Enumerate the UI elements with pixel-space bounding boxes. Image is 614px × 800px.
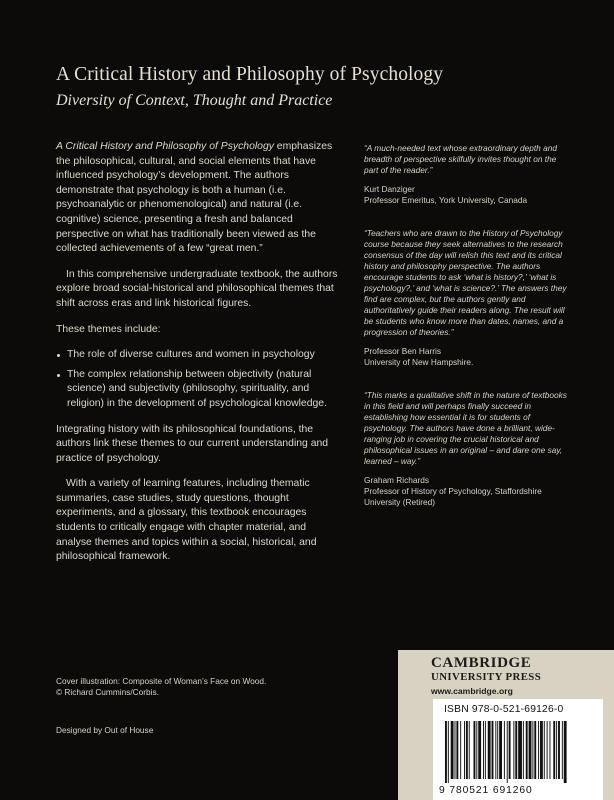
book-subtitle: Diversity of Context, Thought and Practice: [56, 92, 333, 109]
isbn-label: ISBN 978-0-521-69126-0: [444, 704, 564, 715]
endorser-affiliation: Professor of History of Psychology, Staffordshire University (Retired): [364, 486, 542, 507]
barcode-bar: [485, 721, 486, 779]
themes-list: [56, 348, 340, 411]
endorser-affiliation: Professor Emeritus, York University, Canada: [364, 195, 528, 205]
barcode-bar: [464, 721, 465, 779]
description-paragraph-4: With a variety of learning features, including thematic summaries, case studies, study questions, thought experiments, and a glossary, this textbook encourages students to critically engage with chapter material, and analyse themes and topics within a social, historical, and philosophical framework.: [56, 478, 317, 563]
barcode-bar: [509, 721, 511, 779]
description-paragraph-3: Integrating history with its philosophical foundations, the authors link these themes to our current understanding and practice of psychology.: [56, 423, 329, 464]
barcode-bar: [558, 721, 560, 779]
description-paragraph-1: [56, 140, 340, 257]
endorsements-column: [364, 143, 572, 530]
barcode-bar: [456, 721, 458, 779]
barcode-bar: [455, 721, 456, 779]
barcode-bar: [518, 721, 522, 779]
endorsement-quote: “Teachers who are drawn to the History of Psychology course because they seek alternatives to the research consensus of the day will relish this text and its critical history and philosophy perspective. The authors encourage students to ask ‘what is history?,’ ‘what is psychology?,’ and ‘what is science?.’ The answers they find are complex, but the authors gently and authoritatively guide their readers along. The result will be students who know more than dates, names, and a progression of theories.”: [364, 228, 567, 337]
copyright-credit: © Richard Cummins/Corbis.: [56, 687, 159, 697]
barcode-bar: [534, 721, 536, 779]
themes-intro: These themes include:: [56, 323, 161, 335]
inline-book-title: A Critical History and Philosophy of Psychology: [56, 141, 274, 152]
barcode-bar: [478, 721, 481, 779]
cover-illustration-credit: Cover illustration: Composite of Woman’s Face on Wood.: [56, 676, 267, 686]
barcode-bar: [492, 721, 494, 779]
barcode-bar: [553, 721, 555, 779]
publisher-panel: [398, 650, 614, 800]
barcode-bar: [532, 721, 533, 779]
barcode-bar: [483, 721, 484, 779]
endorsement: [364, 228, 572, 368]
endorsement-quote: “This marks a qualitative shift in the nature of textbooks in this field and will perhaps finally succeed in establishing how essential it is for students of psychology. The authors have done a brilliant, wide-ranging job in covering the crucial historical and philosophical issues in an original – and dare one say, learned – way.”: [364, 390, 567, 466]
barcode-bar: [504, 721, 505, 779]
barcode-digits: 9 780521 691260: [439, 785, 533, 796]
barcode-bar: [513, 721, 514, 779]
endorsement: [364, 390, 572, 508]
barcode-bar: [460, 721, 461, 779]
barcode-bar: [507, 721, 508, 783]
barcode-bar: [451, 721, 454, 779]
theme-item: The complex relationship between objectivity (natural science) and subjectivity (philosophy, spirituality, and religion) in the development of psychological knowledge.: [56, 368, 340, 412]
endorsement-quote: “A much-needed text whose extraordinary depth and breadth of perspective skilfully invites thought on the part of the reader.”: [364, 143, 557, 175]
cover-credits: [56, 676, 266, 698]
barcode-bar: [550, 721, 551, 779]
barcode-bar: [474, 721, 476, 779]
publisher-name: CAMBRIDGE: [431, 655, 532, 671]
endorser-affiliation: University of New Hampshire.: [364, 357, 474, 367]
barcode-bar: [497, 721, 498, 779]
barcode-bar: [547, 721, 548, 779]
barcode-bar: [556, 721, 557, 779]
barcode-bar: [523, 721, 524, 779]
barcode-bar: [515, 721, 517, 779]
barcode-bar: [526, 721, 528, 779]
endorser-name: Kurt Danziger: [364, 184, 415, 194]
theme-item: The role of diverse cultures and women in psychology: [56, 348, 340, 363]
description-paragraph-2: In this comprehensive undergraduate textbook, the authors explore broad social-historical and philosophical themes that shift across eras and link historical figures.: [56, 268, 338, 309]
barcode-panel: [433, 699, 603, 800]
description-column: [56, 140, 340, 576]
barcode-bar: [495, 721, 496, 779]
endorser-name: Graham Richards: [364, 475, 430, 485]
barcode-bar: [469, 721, 470, 779]
book-title: A Critical History and Philosophy of Psychology: [56, 64, 444, 85]
endorsement: [364, 143, 572, 206]
description-paragraph-1-text: emphasizes the philosophical, cultural, and social elements that have influenced psychology’s development. The authors demonstrate that psychology is both a human (i.e. psychoanalytic or phenomenological) and natural (i.e. cognitive) science, presenting a fresh and balanced perspective on what has traditionally been viewed as the collected achievements of a few “great men.”: [56, 141, 333, 255]
barcode-bar: [562, 721, 563, 779]
barcode-bar: [538, 721, 539, 779]
barcode-bar: [476, 721, 477, 779]
barcode-bar: [529, 721, 532, 779]
barcode-bar: [540, 721, 543, 779]
barcode-bar: [499, 721, 502, 779]
publisher-url: www.cambridge.org: [431, 686, 513, 696]
barcode-bar: [488, 721, 491, 779]
designer-credit: Designed by Out of House: [56, 725, 154, 735]
endorser-name: Professor Ben Harris: [364, 346, 442, 356]
barcode-image: [441, 721, 595, 783]
publisher-press: UNIVERSITY PRESS: [431, 671, 542, 683]
barcode-bar: [544, 721, 545, 779]
barcode-bar: [466, 721, 468, 779]
barcode-bar: [564, 721, 567, 783]
barcode-bar: [448, 721, 449, 783]
barcode-bar: [445, 721, 447, 783]
